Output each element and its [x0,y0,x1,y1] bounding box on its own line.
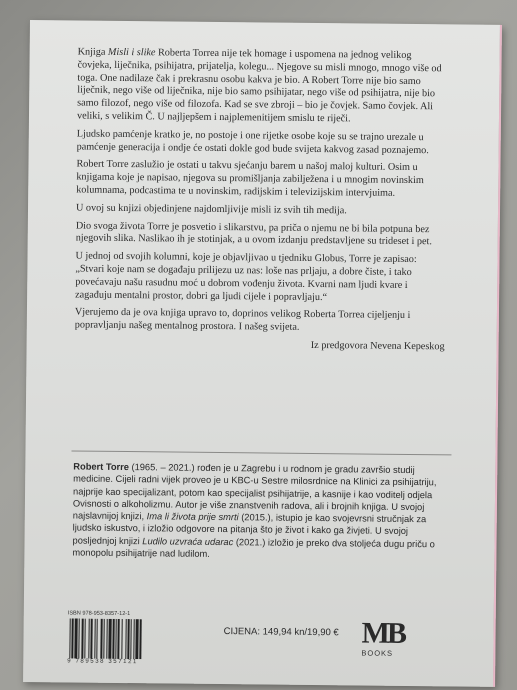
book-title: Ima li života prije smrti [146,511,239,523]
barcode-stripe [78,619,79,659]
barcode-stripe [127,619,129,659]
book-title: Misli i slike [107,46,156,59]
barcode-stripe [96,619,97,659]
barcode-stripe [115,619,116,659]
barcode-stripe [69,618,70,658]
barcode-stripe [103,619,104,659]
blurb-quote-paragraph: U jednoj od svojih kolumni, koje je objavljivao u tjedniku Globus, Torre je zapisao: „Stvari koje nam se događaju prilijezu uz nas: loše nas prljaju, a dobre čiste, i tako povećavaju našu rasudnu moć u dobrom vođenju života. Kvarni nam ljudi kvare i zagađuju mentalni prostor, dobri ga ljudi cijele i popravljaju.“ [75,250,417,303]
barcode [67,610,180,669]
barcode-stripe [90,619,92,659]
barcode-stripe [121,619,122,659]
barcode-stripe [133,619,134,659]
barcode-stripe [139,619,141,659]
barcode-stripe [94,619,95,659]
barcode-stripe [117,619,119,659]
barcode-stripe [130,619,131,659]
blurb-paragraph: Vjerujemo da je ova knjiga upravo to, doprinos velikog Roberta Torrea cijeljenju i popravljanju našeg mentalnog prostora. I našeg svijeta. [74,306,411,333]
book-back-cover [23,20,502,687]
book-title: Ludilo uzvraća udarac [142,535,234,547]
barcode-stripe [125,619,126,659]
blurb-paragraph: Knjiga Misli i slike Roberta Torrea nije tek homage i uspomena na jednog velikog čovjeka, liječnika, psihijatra, prijatelja, kolegu... Njegove su misli mnogo, mnogo više od toga. One nadilaze čak i prekrasnu osobu kakva je bio. A Robert Torre nije bio samo liječnik, nego više od liječnika, nije bio samo psihijatar, nego više od psihijatra, nije bio samo filozof, nego više od filozofa. Kad se sve zbroji – bio je čovjek. Samo čovjek. Ali veliki, s velikim Č. U najljepšem i najplemenitijem smislu te riječi. [76,46,442,125]
author-name: Robert Torre [73,461,130,473]
author-bio: Robert Torre (1965. – 2021.) rođen je u Zagrebu i u rodnom je gradu završio studij medicine. Cijeli radni vijek proveo je u KBC-u Sestre milosrdnice na Klinici za psihijatriju, najprije kao specijalizant, potom kao specijalist psihijatrije, a kasnije i kao voditelj odjela Ovisnosti o alkoholizmu. Autor je više znanstvenih radova, ali i brojnih knjiga. U svojoj najslavnijoj knjizi, Ima li života prije smrti (2015.), istupio je kao svojevrsni stručnjak za ljudsko iskustvo, i izložio odgovore na pitanja što je život i kako ga živjeti. U svojoj posljednjoj knjizi Ludilo uzvraća udarac (2021.) izložio je preko dva stoljeća dugu priču o monopolu psihijatrije nad ludilom. [72,461,437,559]
barcode-stripe [88,619,89,659]
barcode-stripe [106,619,107,659]
blurb-paragraph: Dio svoga života Torre je posvetio i slikarstvu, pa priča o njemu ne bi bila potpuna bez njegovih slika. Naslikao ih je stotinjak, a u ovom izdanju predstavljene su trideset i pet. [75,220,432,248]
barcode-bars [67,618,171,659]
blurb-text [74,47,447,360]
barcode-stripe [112,619,114,659]
blurb-paragraph: Robert Torre zaslužio je ostati u takvu sjećanju barem u našoj maloj kulturi. Osim u knjigama koje je napisao, njegova su promišljanja zabilježena i u mnogim novinskim kolumnama, podcastima te u novinskim, radijskim i televizijskim intervjuima. [76,158,424,199]
price-label: CIJENA: 149,94 kn/19,90 € [223,626,339,639]
barcode-stripe [74,619,77,659]
publisher-logo-text: BOOKS [361,648,394,658]
isbn-label: ISBN 978-953-8357-12-1 [67,610,131,618]
blurb-paragraph: U ovoj su knjizi objedinjene najdomljivije misli iz svih tih medija. [75,202,347,217]
ean-number: 9 789538 357121 [67,658,139,666]
barcode-stripe [84,619,85,659]
barcode-stripe [135,619,138,659]
divider [71,450,451,455]
publisher-logo-mark: MB [361,616,405,650]
blurb-paragraph: Ljudsko pamćenje kratko je, no postoje i one rijetke osobe koje su se trajno urezale u pamćenje generacija i ondje će ostati dokle god bude svijeta kakvog zasad poznajemo. [76,128,429,156]
barcode-stripe [100,619,102,659]
barcode-stripe [108,619,111,659]
publisher-logo [361,616,408,670]
barcode-stripe [81,619,83,659]
preface-source: Iz predgovora Nevena Kepeskog [310,339,445,353]
barcode-stripe [71,618,73,658]
